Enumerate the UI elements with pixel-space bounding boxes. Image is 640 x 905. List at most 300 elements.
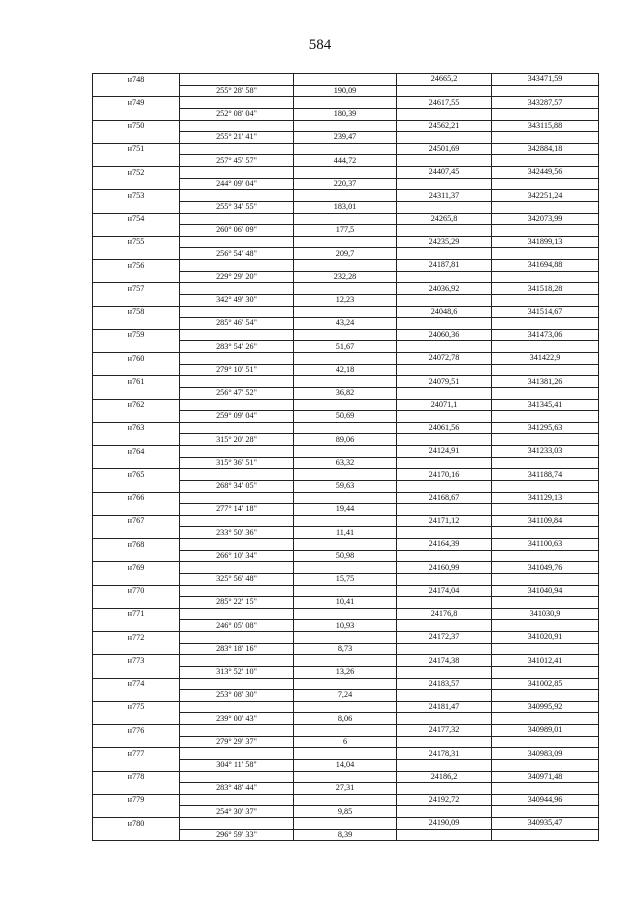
segment-row: [93, 387, 599, 399]
empty-cell: [93, 480, 180, 492]
empty-cell: [397, 434, 492, 446]
empty-cell: [397, 178, 492, 190]
empty-cell: [180, 353, 294, 365]
empty-cell: [93, 132, 180, 144]
length-cell: 50,98: [294, 550, 397, 562]
empty-cell: [93, 201, 180, 213]
segment-row: [93, 155, 599, 167]
empty-cell: [93, 387, 180, 399]
point-name-cell: н752: [93, 167, 180, 179]
x-coordinate-cell: 24172,37: [397, 632, 492, 644]
point-name-cell: н764: [93, 446, 180, 458]
y-coordinate-cell: 340935,47: [492, 818, 599, 830]
empty-cell: [294, 446, 397, 458]
point-name-cell: н750: [93, 120, 180, 132]
direction-angle-cell: 279° 29' 37": [180, 736, 294, 748]
segment-row: [93, 690, 599, 702]
segment-row: [93, 201, 599, 213]
x-coordinate-cell: 24171,12: [397, 515, 492, 527]
point-row: [93, 422, 599, 434]
length-cell: 59,63: [294, 480, 397, 492]
empty-cell: [492, 434, 599, 446]
point-name-cell: н769: [93, 562, 180, 574]
y-coordinate-cell: 341345,41: [492, 399, 599, 411]
empty-cell: [294, 97, 397, 109]
length-cell: 11,41: [294, 527, 397, 539]
y-coordinate-cell: 341020,91: [492, 632, 599, 644]
empty-cell: [294, 562, 397, 574]
length-cell: 209,7: [294, 248, 397, 260]
empty-cell: [93, 783, 180, 795]
empty-cell: [93, 759, 180, 771]
direction-angle-cell: 325° 56' 48": [180, 573, 294, 585]
x-coordinate-cell: 24072,78: [397, 353, 492, 365]
segment-row: [93, 527, 599, 539]
point-name-cell: н762: [93, 399, 180, 411]
length-cell: 42,18: [294, 364, 397, 376]
direction-angle-cell: 304° 11' 58": [180, 759, 294, 771]
segment-row: [93, 178, 599, 190]
empty-cell: [180, 376, 294, 388]
empty-cell: [93, 294, 180, 306]
empty-cell: [294, 585, 397, 597]
empty-cell: [492, 713, 599, 725]
direction-angle-cell: 313° 52' 10": [180, 666, 294, 678]
x-coordinate-cell: 24501,69: [397, 143, 492, 155]
empty-cell: [294, 818, 397, 830]
empty-cell: [180, 539, 294, 551]
y-coordinate-cell: 341514,67: [492, 306, 599, 318]
point-row: [93, 748, 599, 760]
point-row: [93, 678, 599, 690]
point-name-cell: н770: [93, 585, 180, 597]
empty-cell: [93, 434, 180, 446]
direction-angle-cell: 315° 36' 51": [180, 457, 294, 469]
y-coordinate-cell: 340995,92: [492, 701, 599, 713]
empty-cell: [93, 573, 180, 585]
point-row: [93, 260, 599, 272]
segment-row: [93, 806, 599, 818]
y-coordinate-cell: 341694,88: [492, 260, 599, 272]
empty-cell: [180, 283, 294, 295]
empty-cell: [397, 620, 492, 632]
point-row: [93, 539, 599, 551]
segment-row: [93, 434, 599, 446]
empty-cell: [180, 748, 294, 760]
point-row: [93, 655, 599, 667]
segment-row: [93, 341, 599, 353]
point-row: [93, 632, 599, 644]
y-coordinate-cell: 341129,13: [492, 492, 599, 504]
y-coordinate-cell: 340971,48: [492, 771, 599, 783]
empty-cell: [492, 759, 599, 771]
point-row: [93, 97, 599, 109]
y-coordinate-cell: 341295,63: [492, 422, 599, 434]
direction-angle-cell: 229° 29' 20": [180, 271, 294, 283]
point-row: [93, 771, 599, 783]
empty-cell: [397, 271, 492, 283]
empty-cell: [492, 85, 599, 97]
segment-row: [93, 759, 599, 771]
segment-row: [93, 318, 599, 330]
length-cell: 63,32: [294, 457, 397, 469]
x-coordinate-cell: 24177,32: [397, 725, 492, 737]
length-cell: 177,5: [294, 225, 397, 237]
empty-cell: [180, 306, 294, 318]
empty-cell: [492, 387, 599, 399]
empty-cell: [492, 690, 599, 702]
empty-cell: [397, 550, 492, 562]
empty-cell: [492, 829, 599, 841]
empty-cell: [492, 504, 599, 516]
y-coordinate-cell: 340944,96: [492, 794, 599, 806]
point-row: [93, 353, 599, 365]
length-cell: 239,47: [294, 132, 397, 144]
empty-cell: [397, 713, 492, 725]
segment-row: [93, 829, 599, 841]
segment-row: [93, 225, 599, 237]
empty-cell: [93, 85, 180, 97]
y-coordinate-cell: 340983,09: [492, 748, 599, 760]
length-cell: 43,24: [294, 318, 397, 330]
length-cell: 7,24: [294, 690, 397, 702]
x-coordinate-cell: 24190,09: [397, 818, 492, 830]
direction-angle-cell: 255° 21' 41": [180, 132, 294, 144]
y-coordinate-cell: 341049,76: [492, 562, 599, 574]
length-cell: 12,23: [294, 294, 397, 306]
length-cell: 9,85: [294, 806, 397, 818]
direction-angle-cell: 244° 09' 04": [180, 178, 294, 190]
empty-cell: [180, 701, 294, 713]
length-cell: 15,75: [294, 573, 397, 585]
empty-cell: [180, 469, 294, 481]
x-coordinate-cell: 24187,81: [397, 260, 492, 272]
point-name-cell: н774: [93, 678, 180, 690]
empty-cell: [492, 271, 599, 283]
point-name-cell: н773: [93, 655, 180, 667]
empty-cell: [397, 85, 492, 97]
length-cell: 183,01: [294, 201, 397, 213]
empty-cell: [492, 620, 599, 632]
empty-cell: [93, 457, 180, 469]
point-name-cell: н763: [93, 422, 180, 434]
y-coordinate-cell: 342251,24: [492, 190, 599, 202]
y-coordinate-cell: 341002,85: [492, 678, 599, 690]
direction-angle-cell: 279° 10' 51": [180, 364, 294, 376]
length-cell: 27,31: [294, 783, 397, 795]
point-row: [93, 167, 599, 179]
segment-row: [93, 783, 599, 795]
empty-cell: [397, 666, 492, 678]
direction-angle-cell: 285° 46' 54": [180, 318, 294, 330]
direction-angle-cell: 255° 34' 55": [180, 201, 294, 213]
empty-cell: [294, 794, 397, 806]
direction-angle-cell: 283° 18' 16": [180, 643, 294, 655]
empty-cell: [180, 167, 294, 179]
empty-cell: [93, 178, 180, 190]
empty-cell: [492, 527, 599, 539]
segment-row: [93, 643, 599, 655]
direction-angle-cell: 283° 48' 44": [180, 783, 294, 795]
y-coordinate-cell: 341899,13: [492, 236, 599, 248]
point-name-cell: н761: [93, 376, 180, 388]
x-coordinate-cell: 24186,2: [397, 771, 492, 783]
segment-row: [93, 294, 599, 306]
coordinates-table: [92, 73, 599, 841]
empty-cell: [294, 701, 397, 713]
direction-angle-cell: 342° 49' 30": [180, 294, 294, 306]
empty-cell: [492, 457, 599, 469]
empty-cell: [492, 248, 599, 260]
empty-cell: [93, 597, 180, 609]
point-row: [93, 818, 599, 830]
point-name-cell: н751: [93, 143, 180, 155]
empty-cell: [180, 329, 294, 341]
point-name-cell: н760: [93, 353, 180, 365]
y-coordinate-cell: 341100,63: [492, 539, 599, 551]
empty-cell: [492, 736, 599, 748]
y-coordinate-cell: 342073,99: [492, 213, 599, 225]
empty-cell: [397, 341, 492, 353]
empty-cell: [294, 399, 397, 411]
empty-cell: [492, 225, 599, 237]
empty-cell: [294, 608, 397, 620]
empty-cell: [294, 260, 397, 272]
empty-cell: [492, 783, 599, 795]
empty-cell: [93, 155, 180, 167]
empty-cell: [294, 329, 397, 341]
y-coordinate-cell: 341012,41: [492, 655, 599, 667]
empty-cell: [397, 597, 492, 609]
segment-row: [93, 108, 599, 120]
point-row: [93, 376, 599, 388]
empty-cell: [492, 341, 599, 353]
length-cell: 50,69: [294, 411, 397, 423]
empty-cell: [93, 341, 180, 353]
direction-angle-cell: 260° 06' 09": [180, 225, 294, 237]
empty-cell: [93, 248, 180, 260]
x-coordinate-cell: 24176,8: [397, 608, 492, 620]
point-name-cell: н753: [93, 190, 180, 202]
point-name-cell: н768: [93, 539, 180, 551]
y-coordinate-cell: 343471,59: [492, 74, 599, 86]
segment-row: [93, 480, 599, 492]
empty-cell: [294, 120, 397, 132]
x-coordinate-cell: 24079,51: [397, 376, 492, 388]
x-coordinate-cell: 24265,8: [397, 213, 492, 225]
length-cell: 8,39: [294, 829, 397, 841]
point-row: [93, 74, 599, 86]
y-coordinate-cell: 341188,74: [492, 469, 599, 481]
empty-cell: [294, 422, 397, 434]
x-coordinate-cell: 24124,91: [397, 446, 492, 458]
x-coordinate-cell: 24178,31: [397, 748, 492, 760]
y-coordinate-cell: 341040,94: [492, 585, 599, 597]
empty-cell: [180, 818, 294, 830]
point-row: [93, 306, 599, 318]
empty-cell: [294, 213, 397, 225]
direction-angle-cell: 246° 05' 08": [180, 620, 294, 632]
empty-cell: [492, 666, 599, 678]
empty-cell: [397, 364, 492, 376]
empty-cell: [180, 190, 294, 202]
empty-cell: [492, 364, 599, 376]
point-row: [93, 608, 599, 620]
direction-angle-cell: 257° 45' 57": [180, 155, 294, 167]
segment-row: [93, 271, 599, 283]
empty-cell: [397, 411, 492, 423]
empty-cell: [180, 236, 294, 248]
empty-cell: [93, 806, 180, 818]
empty-cell: [180, 655, 294, 667]
point-row: [93, 236, 599, 248]
x-coordinate-cell: 24164,39: [397, 539, 492, 551]
segment-row: [93, 666, 599, 678]
length-cell: 10,41: [294, 597, 397, 609]
direction-angle-cell: 315° 20' 28": [180, 434, 294, 446]
x-coordinate-cell: 24170,16: [397, 469, 492, 481]
empty-cell: [294, 306, 397, 318]
empty-cell: [180, 213, 294, 225]
empty-cell: [492, 480, 599, 492]
empty-cell: [180, 632, 294, 644]
empty-cell: [180, 399, 294, 411]
empty-cell: [294, 539, 397, 551]
point-name-cell: н767: [93, 515, 180, 527]
x-coordinate-cell: 24160,99: [397, 562, 492, 574]
x-coordinate-cell: 24168,67: [397, 492, 492, 504]
length-cell: 8,06: [294, 713, 397, 725]
length-cell: 444,72: [294, 155, 397, 167]
empty-cell: [180, 492, 294, 504]
point-name-cell: н776: [93, 725, 180, 737]
y-coordinate-cell: 341422,9: [492, 353, 599, 365]
segment-row: [93, 597, 599, 609]
direction-angle-cell: 268° 34' 05": [180, 480, 294, 492]
point-row: [93, 446, 599, 458]
point-row: [93, 469, 599, 481]
segment-row: [93, 457, 599, 469]
empty-cell: [492, 411, 599, 423]
length-cell: 190,09: [294, 85, 397, 97]
empty-cell: [397, 294, 492, 306]
empty-cell: [180, 725, 294, 737]
y-coordinate-cell: 341518,28: [492, 283, 599, 295]
direction-angle-cell: 239° 00' 43": [180, 713, 294, 725]
point-name-cell: н766: [93, 492, 180, 504]
point-row: [93, 283, 599, 295]
empty-cell: [397, 736, 492, 748]
y-coordinate-cell: 341381,26: [492, 376, 599, 388]
point-name-cell: н748: [93, 74, 180, 86]
empty-cell: [93, 527, 180, 539]
point-name-cell: н772: [93, 632, 180, 644]
point-name-cell: н780: [93, 818, 180, 830]
direction-angle-cell: 255° 28' 58": [180, 85, 294, 97]
length-cell: 89,06: [294, 434, 397, 446]
empty-cell: [294, 492, 397, 504]
empty-cell: [492, 597, 599, 609]
empty-cell: [180, 515, 294, 527]
x-coordinate-cell: 24061,56: [397, 422, 492, 434]
y-coordinate-cell: 342449,56: [492, 167, 599, 179]
direction-angle-cell: 252° 08' 04": [180, 108, 294, 120]
empty-cell: [397, 132, 492, 144]
length-cell: 10,93: [294, 620, 397, 632]
empty-cell: [397, 480, 492, 492]
x-coordinate-cell: 24562,21: [397, 120, 492, 132]
length-cell: 14,04: [294, 759, 397, 771]
segment-row: [93, 248, 599, 260]
empty-cell: [93, 271, 180, 283]
segment-row: [93, 713, 599, 725]
point-row: [93, 213, 599, 225]
x-coordinate-cell: 24036,92: [397, 283, 492, 295]
empty-cell: [93, 620, 180, 632]
length-cell: 180,39: [294, 108, 397, 120]
point-row: [93, 143, 599, 155]
empty-cell: [294, 725, 397, 737]
empty-cell: [180, 794, 294, 806]
empty-cell: [180, 771, 294, 783]
empty-cell: [492, 132, 599, 144]
coordinates-table-body: [93, 74, 599, 841]
y-coordinate-cell: 341030,9: [492, 608, 599, 620]
point-row: [93, 399, 599, 411]
direction-angle-cell: 283° 54' 26": [180, 341, 294, 353]
empty-cell: [93, 736, 180, 748]
empty-cell: [397, 759, 492, 771]
direction-angle-cell: 277° 14' 18": [180, 504, 294, 516]
length-cell: 51,67: [294, 341, 397, 353]
x-coordinate-cell: 24071,1: [397, 399, 492, 411]
empty-cell: [397, 829, 492, 841]
x-coordinate-cell: 24060,36: [397, 329, 492, 341]
empty-cell: [492, 201, 599, 213]
empty-cell: [180, 678, 294, 690]
point-name-cell: н771: [93, 608, 180, 620]
y-coordinate-cell: 340989,01: [492, 725, 599, 737]
empty-cell: [492, 643, 599, 655]
empty-cell: [397, 527, 492, 539]
point-name-cell: н765: [93, 469, 180, 481]
empty-cell: [93, 225, 180, 237]
x-coordinate-cell: 24311,37: [397, 190, 492, 202]
x-coordinate-cell: 24617,55: [397, 97, 492, 109]
x-coordinate-cell: 24665,2: [397, 74, 492, 86]
empty-cell: [180, 120, 294, 132]
y-coordinate-cell: 343115,88: [492, 120, 599, 132]
segment-row: [93, 550, 599, 562]
empty-cell: [93, 713, 180, 725]
empty-cell: [93, 666, 180, 678]
empty-cell: [180, 608, 294, 620]
y-coordinate-cell: 341233,03: [492, 446, 599, 458]
empty-cell: [294, 678, 397, 690]
direction-angle-cell: 256° 47' 52": [180, 387, 294, 399]
empty-cell: [492, 108, 599, 120]
empty-cell: [180, 97, 294, 109]
segment-row: [93, 573, 599, 585]
empty-cell: [397, 806, 492, 818]
empty-cell: [397, 783, 492, 795]
empty-cell: [180, 74, 294, 86]
length-cell: 6: [294, 736, 397, 748]
empty-cell: [93, 643, 180, 655]
length-cell: 36,82: [294, 387, 397, 399]
empty-cell: [492, 155, 599, 167]
point-name-cell: н755: [93, 236, 180, 248]
